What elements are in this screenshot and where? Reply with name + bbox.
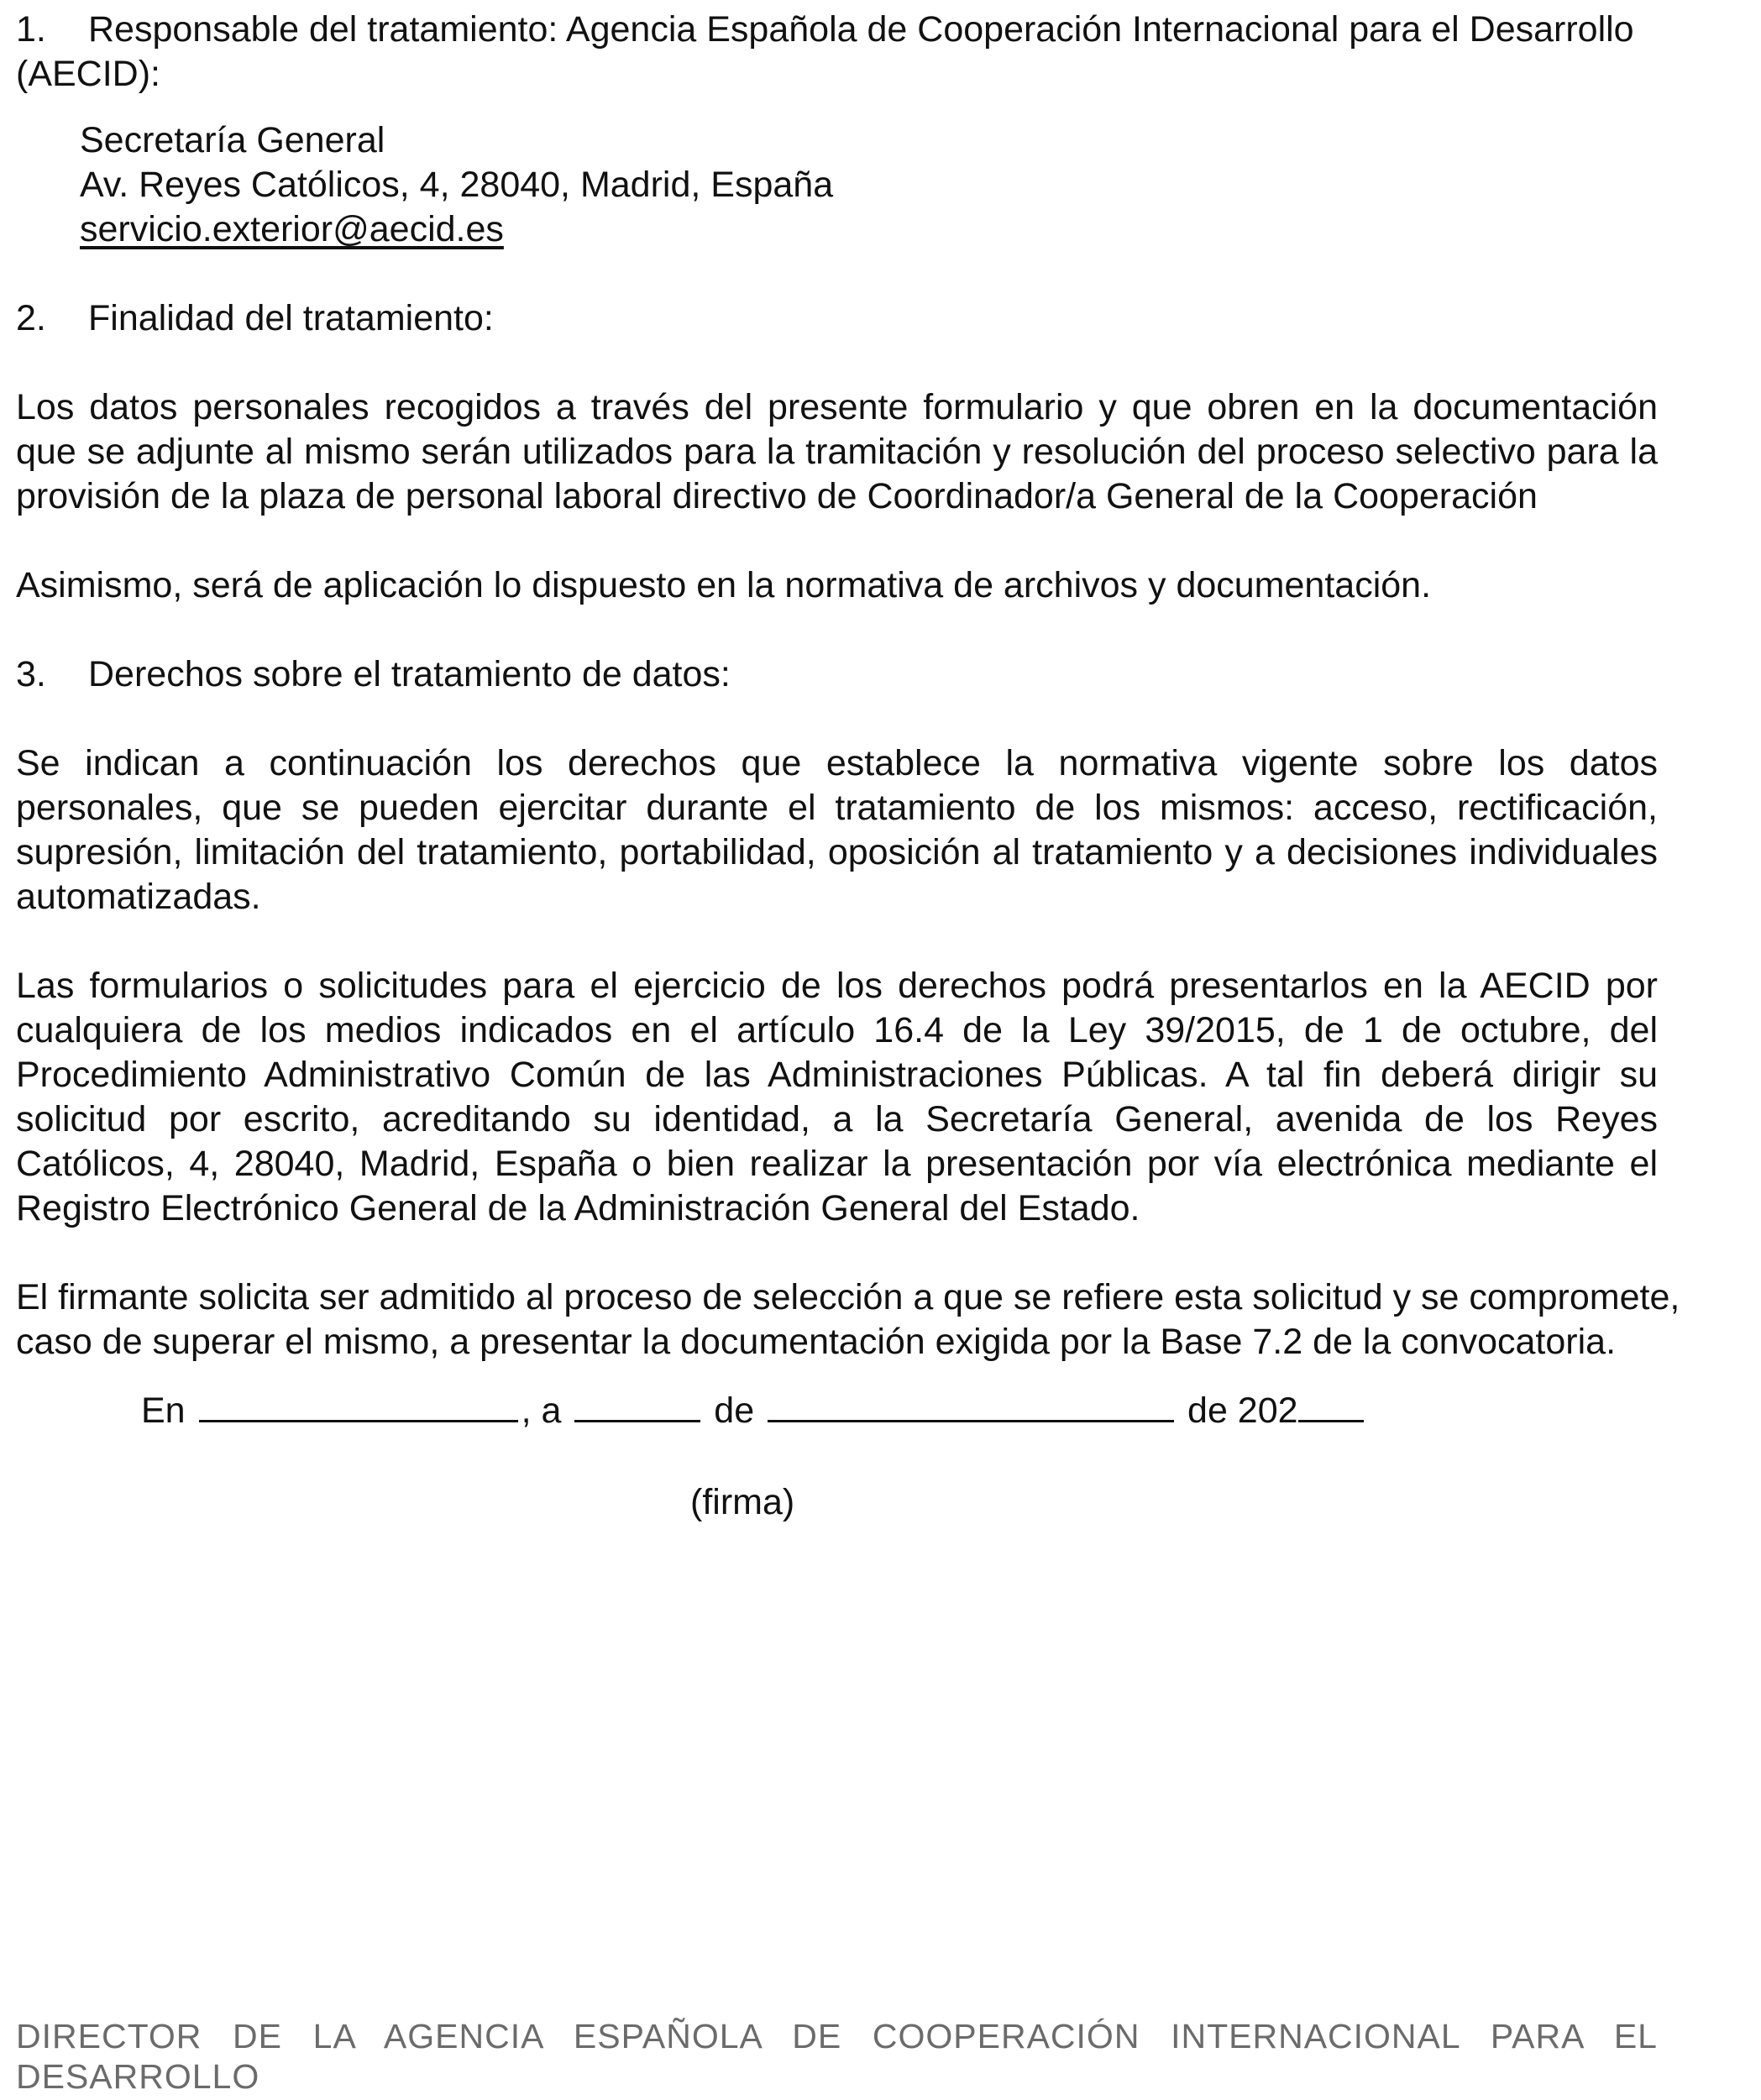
- section-2-heading-text: Finalidad del tratamiento:: [88, 298, 494, 338]
- commitment-line-2: caso de superar el mismo, a presentar la documentación exigida por la Base 7.2 de la convocatoria.: [16, 1322, 1617, 1362]
- place-blank-field[interactable]: [199, 1383, 518, 1422]
- section-3-number: 3.: [16, 654, 46, 694]
- footer-addressee: DIRECTOR DE LA AGENCIA ESPAÑOLA DE COOPERACIÓN INTERNACIONAL PARA EL DESARROLLO: [16, 2017, 1658, 2096]
- day-blank-field[interactable]: [574, 1383, 700, 1422]
- section-1-heading: [16, 8, 1658, 97]
- section-3-paragraph: Se indican a continuación los derechos que establece la normativa vigente sobre los datos personales, que se pueden ejercitar durante el tratamiento de los mismos: acceso, rectificación, supresión, limitación del tratamiento, portabilidad, oposición al tratamiento y a decisiones individuales automatizadas.: [16, 743, 1658, 917]
- date-de-label: de: [714, 1390, 755, 1431]
- signature-label: (firma): [690, 1482, 795, 1522]
- section-2-paragraph-2: Asimismo, será de aplicación lo dispuesto en la normativa de archivos y documentación.: [16, 565, 1432, 605]
- date-line: [141, 1383, 1367, 1433]
- year-blank-field[interactable]: [1298, 1383, 1364, 1422]
- address-line-1: Secretaría General: [80, 120, 385, 160]
- date-year-label: de 202: [1187, 1390, 1298, 1431]
- section-3-paragraph-2: Las formularios o solicitudes para el ejercicio de los derechos podrá presentarlos en la AECID por cualquiera de los medios indicados en el artículo 16.4 de la Ley 39/2015, de 1 de octubre, del Procedimiento Administrativo Común de las Administraciones Públicas. A tal fin deberá dirigir su solicitud por escrito, acreditando su identidad, a la Secretaría General, avenida de los Reyes Católicos, 4, 28040, Madrid, España o bien realizar la presentación por vía electrónica mediante el Registro Electrónico General de la Administración General del Estado.: [16, 966, 1658, 1228]
- month-blank-field[interactable]: [768, 1383, 1174, 1422]
- section-2-paragraph: Los datos personales recogidos a través del presente formulario y que obren en la documentación que se adjunte al mismo serán utilizados para la tramitación y resolución del proceso selectivo para la provisión de la plaza de personal laboral directivo de Coordinador/a General de la Cooperación: [16, 387, 1658, 516]
- date-a-label: , a: [521, 1390, 562, 1431]
- commitment-line-1: El firmante solicita ser admitido al proceso de selección a que se refiere esta solicitud y se compromete,: [16, 1277, 1680, 1317]
- section-3-heading: [16, 652, 1658, 697]
- section-1-number: 1.: [16, 9, 46, 50]
- date-en-label: En: [141, 1390, 186, 1431]
- section-1-heading-text: Responsable del tratamiento: Agencia Española de Cooperación Internacional para el Desarrollo (AECID):: [16, 9, 1634, 94]
- section-3-heading-text: Derechos sobre el tratamiento de datos:: [88, 654, 731, 694]
- email-link[interactable]: servicio.exterior@aecid.es: [80, 209, 504, 249]
- email-line: [80, 207, 1722, 252]
- section-2-number: 2.: [16, 298, 46, 338]
- section-2-heading: [16, 296, 1658, 341]
- address-line-2: Av. Reyes Católicos, 4, 28040, Madrid, España: [80, 165, 834, 205]
